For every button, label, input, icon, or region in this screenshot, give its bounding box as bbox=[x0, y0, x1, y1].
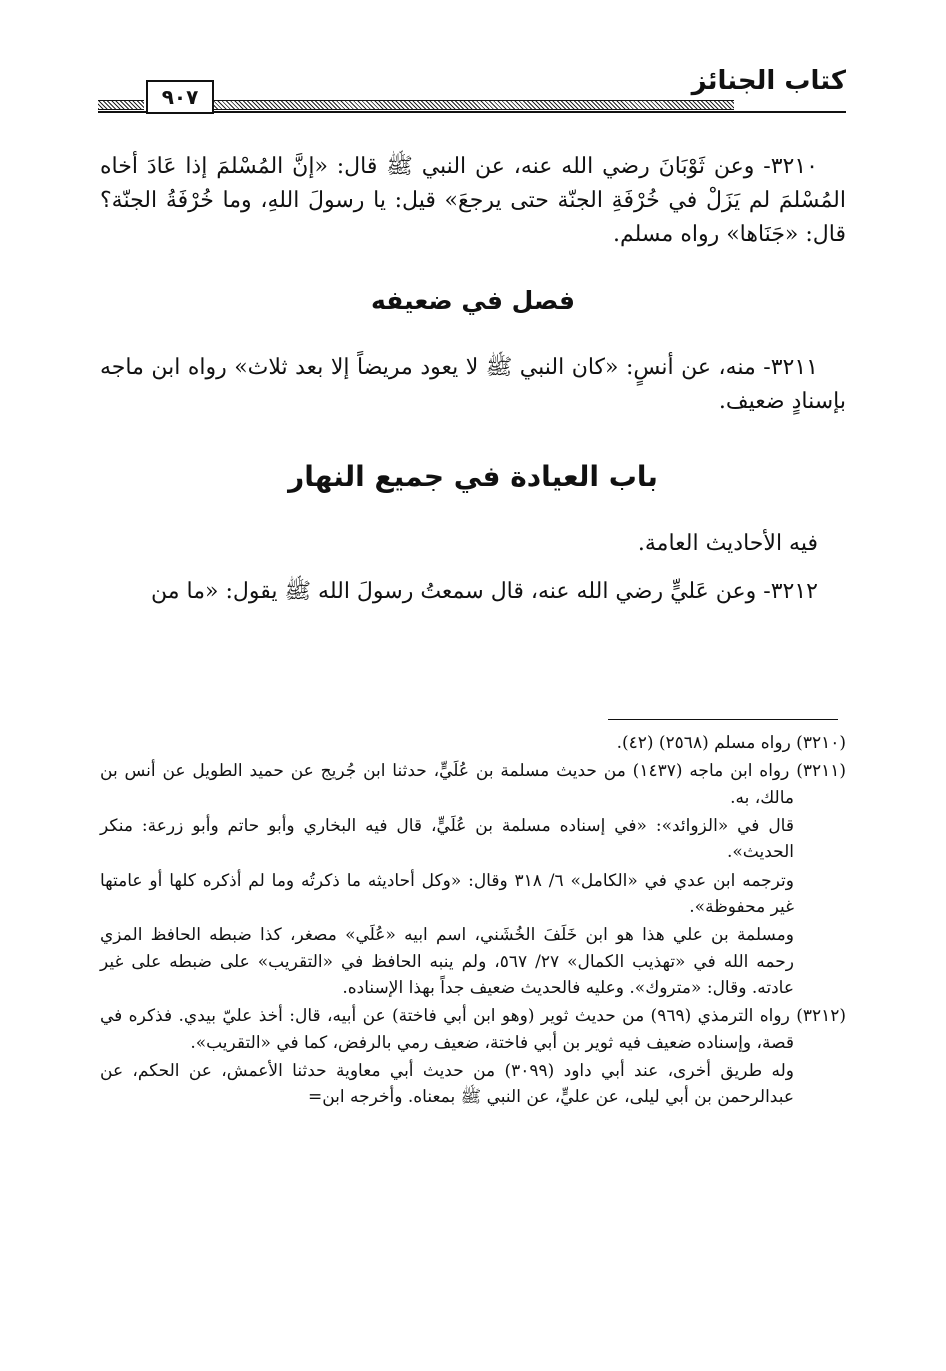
page-header bbox=[98, 62, 846, 114]
footnotes bbox=[100, 730, 846, 1113]
chapter-heading: باب العيادة في جميع النهار bbox=[288, 460, 658, 494]
page-number: ٩٠٧ bbox=[146, 80, 214, 114]
footnote-separator bbox=[608, 719, 838, 720]
footnote-3211: (٣٢١١) رواه ابن ماجه (١٤٣٧) من حديث مسلمة بن عُلَيٍّ، حدثنا ابن جُريج عن حميد الطويل عن أنس بن مالك، به. bbox=[100, 761, 846, 808]
footnote-3210: (٣٢١٠) رواه مسلم (٢٥٦٨) (٤٢). bbox=[616, 733, 846, 753]
footnote-3211-cont-2: وترجمه ابن عدي في «الكامل» ٦/ ٣١٨ وقال: «وكل أحاديثه ما ذكرتُه وما لم أذكره كلها أو عامتها غير محفوظة». bbox=[100, 870, 794, 918]
hadith-3211: ٣٢١١- منه، عن أنسٍ: «كان النبي ﷺ لا يعود مريضاً إلا بعد ثلاث» رواه ابن ماجه بإسنادٍ ضعيف. bbox=[100, 355, 846, 415]
footnote-3212-cont-1: وله طريق أخرى، عند أبي داود (٣٠٩٩) من حديث أبي معاوية حدثنا الأعمش، عن الحكم، عن عبدالرحمن بن أبي ليلى، عن عليٍّ، عن النبي ﷺ بمعناه. وأخرجه ابن= bbox=[100, 1061, 794, 1108]
footnote-3212: (٣٢١٢) رواه الترمذي (٩٦٩) من حديث ثوير (وهو ابن أبي فاختة) عن أبيه، قال: أخذ عليّ بيدي. فذكره في قصة، وإسناده ضعيف فيه ثوير بن أبي فاختة، ضعيف رمي بالرفض، كما في «التقريب». bbox=[100, 1006, 846, 1053]
hadith-3210: ٣٢١٠- وعن ثَوْبَانَ رضي الله عنه، عن النبي ﷺ قال: «إنَّ المُسْلمَ إذا عَادَ أخاه المُسْلمَ لم يَزَلْ في خُرْفَةِ الجنّة حتى يرجعَ» قيل: يا رسولَ اللهِ، وما خُرْفَةُ الجنّة؟ قال: «جَنَاها» رواه مسلم. bbox=[100, 154, 846, 248]
chapter-title: كتاب الجنائز bbox=[691, 66, 846, 96]
intro-line: فيه الأحاديث العامة. bbox=[637, 530, 818, 556]
footnote-3211-cont-3: ومسلمة بن علي هذا هو ابن خَلَفَ الخُشَني، اسم ابيه «عُلَي» مصغر، كذا ضبطه الحافظ المزي رحمه الله في «تهذيب الكمال» ٢٧/ ٥٦٧، ولم ينبه الحافظ في «التقريب» على ضبطه على غير عادته. وقال: «متروك». وعليه فالحديث ضعيف جداً بهذا الإسناده. bbox=[100, 925, 794, 999]
main-text bbox=[100, 150, 846, 623]
footnote-3211-cont-1: قال في «الزوائد»: «في إسناده مسلمة بن عُلَيٍّ، قال فيه البخاري وأبو حاتم وأبو زرعة: منكر الحديث». bbox=[100, 816, 794, 863]
hadith-3212: ٣٢١٢- وعن عَليٍّ رضي الله عنه، قال سمعتُ رسولَ الله ﷺ يقول: «ما من bbox=[151, 578, 818, 604]
section-heading: فصل في ضعيفه bbox=[370, 286, 576, 316]
